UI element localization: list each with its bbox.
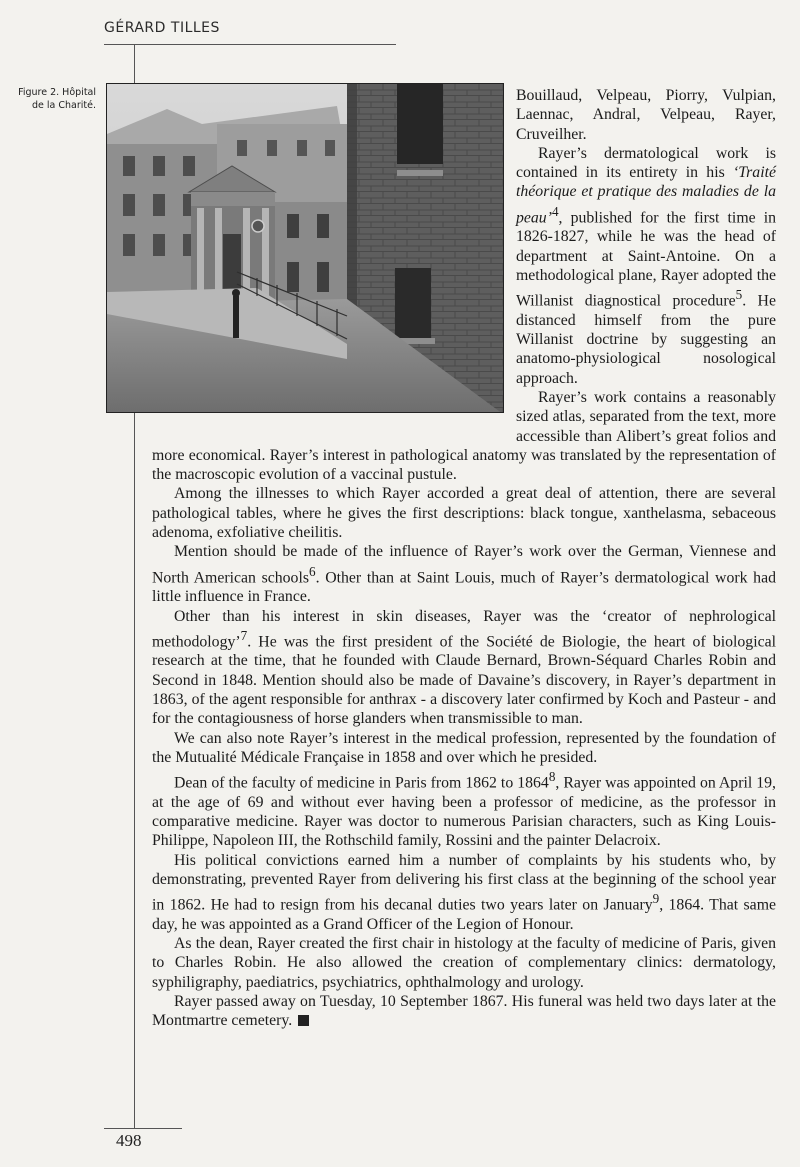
figure-caption: Figure 2. Hôpital de la Charité. (18, 87, 96, 111)
paragraph-4: Among the illnesses to which Rayer accorded a great deal of attention, there are several pathological tables, where he gives the first descriptions: black tongue, xanthelasma, sebaceous adenoma, exfoliative cheilitis. (152, 485, 776, 542)
paragraph-6: Other than his interest in skin diseases, Rayer was the ‘creator of nephrological methodology’$^7$. He was the first president of the Société de Biologie, the heart of biological research at the time, that he founded with Claude Bernard, Brown-Séquard Charles Robin and Second in 1848. Mention should also be made of Davaine’s discovery, in Rayer’s department in 1863, of the agent responsible for anthrax - a discovery later confirmed by Koch and Pasteur - and for the contagiousness of horse glanders when transmissible to man. (152, 607, 776, 728)
paragraph-7: We can also note Rayer’s interest in the medical profession, represented by the foundation of the Mutualité Médicale Française in 1858 and over which he presided. (152, 729, 776, 766)
paragraph-2: Rayer’s dermatological work is contained in its entirety in his ‘Traité théorique et pratique des maladies de la peau’$^4$, published for the first time in 1826-1827, while he was the head of department at Saint-Antoine. On a methodological plane, Rayer adopted the Willanist diagnostical procedure$^5$. He distanced himself from the pure Willanist doctrine by suggesting an anatomo-physiological nosological approach. (516, 144, 776, 387)
paragraph-1: Bouillaud, Velpeau, Piorry, Vulpian, Laennac, Andral, Velpeau, Rayer, Cruveilher. (516, 87, 776, 143)
paragraph-11: Rayer passed away on Tuesday, 10 September 1867. His funeral was held two days later at the Montmartre cemetery. (152, 992, 776, 1030)
footnote-ref-6: 6 (309, 563, 316, 579)
book-title: ‘Traité théorique et pratique des maladies de la peau’ (516, 164, 776, 227)
footnote-ref-4: 4 (551, 203, 559, 219)
footnote-ref-9: 9 (652, 891, 660, 907)
end-of-article-square-icon (298, 1015, 309, 1026)
footer-rule (104, 1128, 182, 1129)
header-rule (104, 44, 396, 45)
figure-wrap-spacer (152, 86, 516, 429)
article-body (152, 86, 776, 1031)
paragraph-10: As the dean, Rayer created the first chair in histology at the faculty of medicine of Paris, given to Charles Robin. He also allowed the creation of complementary clinics: dermatology, syphiligraphy, paediatrics, psychiatrics, ophthalmology and urology. (152, 935, 776, 991)
footnote-ref-7: 7 (240, 627, 248, 643)
page-number: 498 (116, 1131, 142, 1150)
paragraph-8: Dean of the faculty of medicine in Paris from 1862 to 1864$^8$, Rayer was appointed on April 19, at the age of 69 and without ever having been a professor of medicine, as the professor in comparative medicine. Rayer was doctor to numerous Parisian characters, such as King Louis-Philippe, Napoleon III, the Rothschild family, Rossini and the painter Delacroix. (152, 769, 776, 850)
footnote-ref-5: 5 (735, 287, 743, 303)
running-header-author: GÉRARD TILLES (104, 20, 220, 36)
footnote-ref-8: 8 (548, 769, 556, 785)
paragraph-9: His political convictions earned him a number of complaints by his students who, by demonstrating, prevented Rayer from delivering his first class at the beginning of the school year in 1862. He had to resign from his decanal duties two years later on January$^9$, 1864. That same day, he was appointed as a Grand Officer of the Legion of Honour. (152, 851, 776, 933)
paragraph-5: Mention should be made of the influence of Rayer’s work over the German, Viennese and North American schools$^6$. Other than at Saint Louis, much of Rayer’s dermatological work had little influence in France. (152, 543, 776, 606)
paragraph-3: Rayer’s work contains a reasonably sized atlas, separated from the text, more accessible than Alibert’s great folios and more economical. Rayer’s interest in pathological anatomy was translated by the representation of the macroscopic evolution of a vaccinal pustule. (152, 388, 776, 484)
